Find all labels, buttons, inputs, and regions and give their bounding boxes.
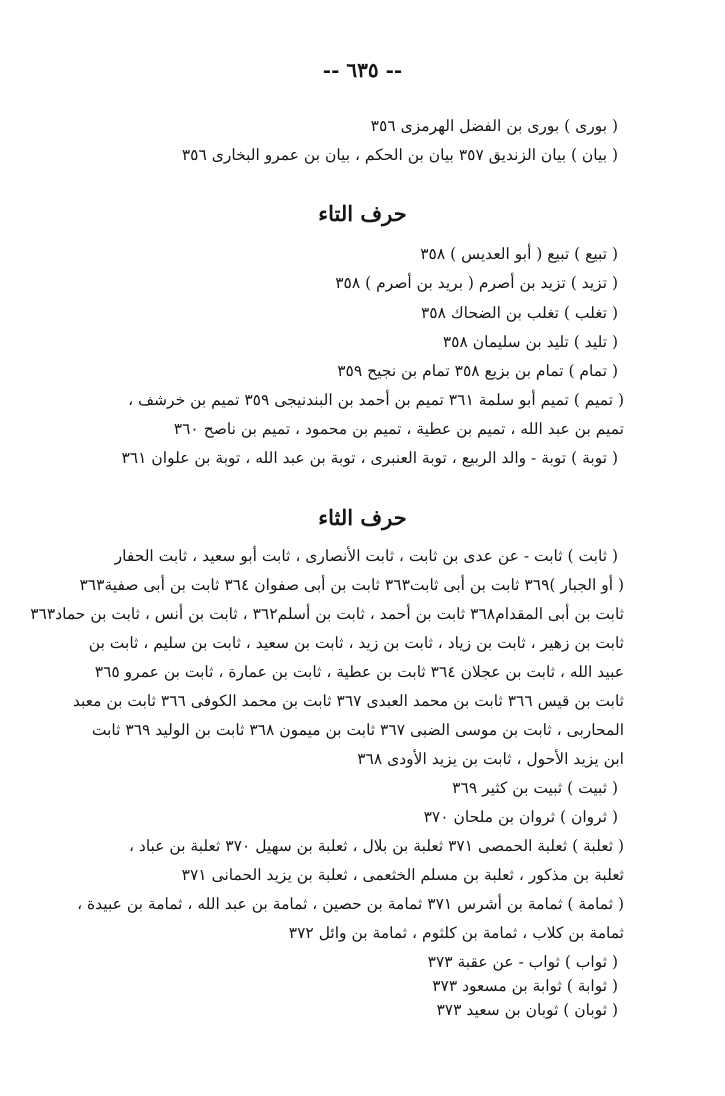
entry-line: ( تليد ) تليد بن سليمان ٣٥٨ bbox=[442, 333, 618, 351]
entry-line: ( ثواب ) ثواب - عن عقبة ٣٧٣ bbox=[427, 953, 618, 971]
entry-line: ابن يزيد الأحول ، ثابت بن يزيد الأودى ٣٦٨ bbox=[357, 750, 624, 768]
entry-line: المحاربى ، ثابت بن موسى الضبى ٣٦٧ ثابت بن ميمون ٣٦٨ ثابت بن الوليد ٣٦٩ ثابت bbox=[91, 721, 624, 739]
section-heading-tha: حرف الثاء bbox=[318, 505, 407, 530]
entry-line: ثابت بن زهير ، ثابت بن زياد ، ثابت بن زيد ، ثابت بن سعيد ، ثابت بن سليم ، ثابت بن bbox=[88, 634, 624, 652]
entry-line: ( ثوبان ) ثوبان بن سعيد ٣٧٣ bbox=[436, 1001, 618, 1019]
entry-line: ( ثوابة ) ثوابة بن مسعود ٣٧٣ bbox=[432, 977, 618, 995]
entry-line: ( ثمامة ) ثمامة بن أشرس ٣٧١ ثمامة بن حصين ، ثمامة بن عبد الله ، ثمامة بن عبيدة ، bbox=[77, 895, 624, 913]
entry-line: ثمامة بن كلاب ، ثمامة بن كلثوم ، ثمامة بن وائل ٣٧٢ bbox=[288, 924, 624, 942]
entry-line: ( ثابت ) ثابت - عن عدى بن ثابت ، ثابت الأنصارى ، ثابت أبو سعيد ، ثابت الحفار bbox=[114, 547, 618, 565]
entry-line: ( تبيع ) تبيع ( أبو العديس ) ٣٥٨ bbox=[420, 245, 618, 263]
entry-line: ثابت بن قيس ٣٦٦ ثابت بن محمد العبدى ٣٦٧ ثابت بن محمد الكوفى ٣٦٦ ثابت بن معبد bbox=[72, 692, 624, 710]
entry-line: تميم بن عبد الله ، تميم بن عطية ، تميم بن محمود ، تميم بن ناصح ٣٦٠ bbox=[173, 420, 624, 438]
page-number: -- ٦٣٥ -- bbox=[322, 58, 403, 82]
entry-line: ( تزيد ) تزيد بن أصرم ( بريد بن أصرم ) ٣٥٨ bbox=[335, 274, 618, 292]
entry-line: عبيد الله ، ثابت بن عجلان ٣٦٤ ثابت بن عطية ، ثابت بن عمارة ، ثابت بن عمرو ٣٦٥ bbox=[94, 663, 624, 681]
entry-line: ( بيان ) بيان الزنديق ٣٥٧ بيان بن الحكم ، بيان بن عمرو البخارى ٣٥٦ bbox=[181, 146, 618, 164]
entry-line: ( ثعلبة ) ثعلبة الحمصى ٣٧١ ثعلبة بن بلال ، ثعلبة بن سهيل ٣٧٠ ثعلبة بن عباد ، bbox=[128, 837, 624, 855]
entry-line: ثابت بن أبى المقدام٣٦٨ ثابت بن أحمد ، ثابت بن أسلم٣٦٢ ، ثابت بن أنس ، ثابت بن حماد٣٦٣ bbox=[30, 605, 624, 623]
entry-line: ( توبة ) توبة - والد الربيع ، توبة العنبرى ، توبة بن عبد الله ، توبة بن علوان ٣٦١ bbox=[121, 449, 618, 467]
entry-line: ( ثروان ) ثروان بن ملحان ٣٧٠ bbox=[423, 808, 618, 826]
entry-line: ( تغلب ) تغلب بن الضحاك ٣٥٨ bbox=[420, 304, 618, 322]
entry-line: ( تميم ) تميم أبو سلمة ٣٦١ تميم بن أحمد بن البندنيجى ٣٥٩ تميم بن خرشف ، bbox=[128, 391, 624, 409]
entry-line: ( تمام ) تمام بن بزيع ٣٥٨ تمام بن نجيح ٣٥٩ bbox=[337, 362, 618, 380]
entry-line: ( ثبيت ) ثبيت بن كثير ٣٦٩ bbox=[452, 779, 618, 797]
entry-line: ثعلبة بن مذكور ، ثعلبة بن مسلم الخثعمى ، ثعلبة بن يزيد الحمانى ٣٧١ bbox=[181, 866, 624, 884]
entry-line: ( بورى ) بورى بن الفضل الهرمزى ٣٥٦ bbox=[370, 117, 618, 135]
section-heading-ta: حرف التاء bbox=[318, 201, 407, 226]
entry-line: ( أو الجبار )٣٦٩ ثابت بن أبى ثابت٣٦٣ ثابت بن أبى صفوان ٣٦٤ ثابت بن أبى صفية٣٦٣ bbox=[79, 576, 624, 594]
